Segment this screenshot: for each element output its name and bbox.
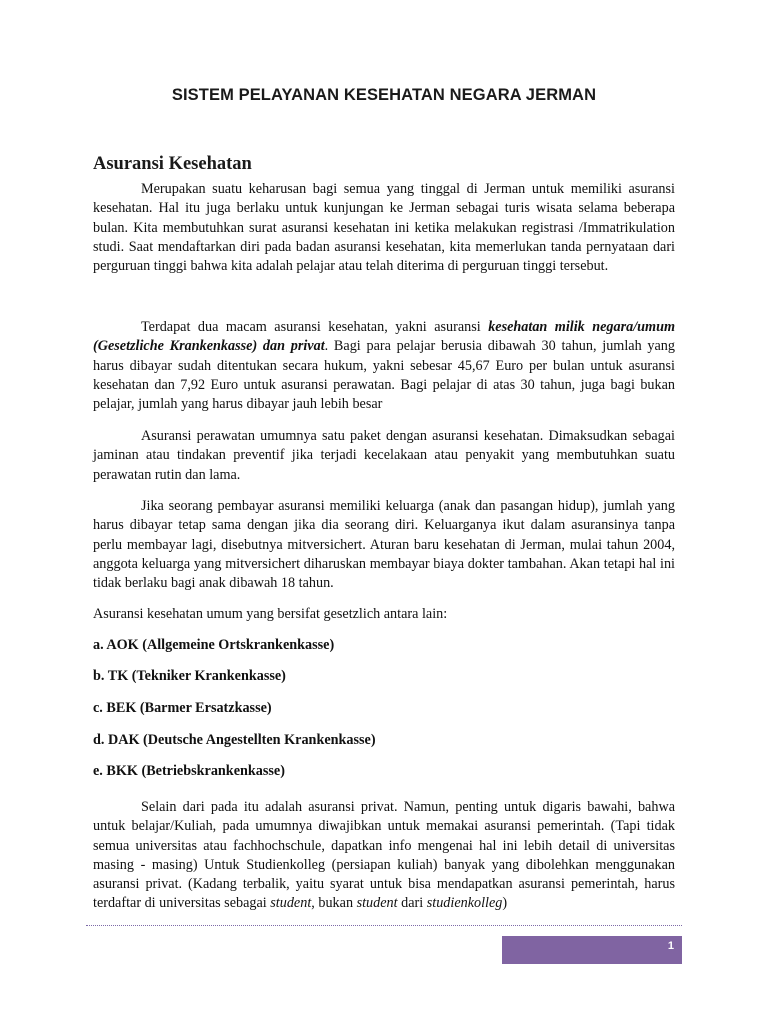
paragraph-2 bbox=[93, 318, 675, 414]
paragraph-3-container bbox=[93, 427, 675, 485]
paragraph-5-container bbox=[93, 798, 675, 914]
paragraph-3: Asuransi perawatan umumnya satu paket dengan asuransi kesehatan. Dimaksudkan sebagai jaminan atau tindakan preventif jika terjadi kecelakaan atau penyakit yang membutuhkan suatu perawatan rutin dan lama. bbox=[93, 428, 675, 483]
paragraph-5-italic-student-2: student bbox=[356, 895, 398, 912]
paragraph-5-end: ) bbox=[502, 895, 508, 912]
paragraph-4: Jika seorang pembayar asuransi memiliki keluarga (anak dan pasangan hidup), jumlah yang harus dibayar tetap sama dengan jika dia seorang diri. Keluarganya ikut dalam asuransinya tanpa perlu membayar lagi, disebutnya mitversichert. Aturan baru kesehatan di Jerman, mulai tahun 2004, anggota keluarga yang mitversichert diharuskan membayar biaya dokter tambahan. Akan tetapi hal ini tidak berlaku bagi anak dibawah 18 tahun. bbox=[93, 498, 675, 592]
page-number: 1 bbox=[667, 940, 674, 952]
list-item: b. TK (Tekniker Krankenkasse) bbox=[93, 668, 286, 684]
paragraph-5-mid: , bukan bbox=[311, 895, 357, 912]
paragraph-2-rest: . Bagi para pelajar berusia dibawah 30 tahun, jumlah yang harus dibayar sudah ditentukan secara hukum, yakni sebesar 45,67 Euro per bulan untuk asuransi kesehatan dan 7,92 Euro untuk asuransi perawatan. Bagi pelajar di atas 30 tahun, juga bagi bukan pelajar, jumlah yang harus dibayar jauh lebih besar bbox=[93, 338, 675, 413]
paragraph-5-mid-2: dari bbox=[397, 895, 427, 912]
list-intro: Asuransi kesehatan umum yang bersifat gesetzlich antara lain: bbox=[93, 606, 448, 622]
paragraph-1-container bbox=[93, 180, 675, 276]
paragraph-2-container bbox=[93, 318, 675, 414]
paragraph-5-italic-student: student bbox=[270, 895, 312, 912]
paragraph-5-italic-studienkolleg: studienkolleg bbox=[426, 895, 503, 912]
list-item: c. BEK (Barmer Ersatzkasse) bbox=[93, 700, 272, 716]
paragraph-5 bbox=[93, 798, 675, 914]
list-item: e. BKK (Betriebskrankenkasse) bbox=[93, 763, 285, 779]
page-title: SISTEM PELAYANAN KESEHATAN NEGARA JERMAN bbox=[171, 86, 597, 104]
paragraph-1: Merupakan suatu keharusan bagi semua yang tinggal di Jerman untuk memiliki asuransi kesehatan. Hal itu juga berlaku untuk kunjungan ke Jerman sebagai turis wisata selama beberapa bulan. Kita membutuhkan surat asuransi kesehatan ini ketika melakukan registrasi /Immatrikulation studi. Saat mendaftarkan diri pada badan asuransi kesehatan, kita memerlukan tanda pernyataan dari perguruan tinggi bahwa kita adalah pelajar atau telah diterima di perguruan tinggi tersebut. bbox=[93, 181, 675, 275]
paragraph-2-lead: Terdapat dua macam asuransi kesehatan, yakni asuransi bbox=[141, 319, 489, 335]
footer-divider bbox=[86, 925, 682, 926]
list-item: d. DAK (Deutsche Angestellten Krankenkasse) bbox=[93, 732, 376, 748]
paragraph-5-text: Selain dari pada itu adalah asuransi privat. Namun, penting untuk digaris bawahi, bahwa untuk belajar/Kuliah, pada umumnya diwajibkan untuk memakai asuransi pemerintah. (Tapi tidak semua universitas atau fachhochschule, dapatkan info mengenai hal ini lebih detail di universitas masing - masing) Untuk Studienkolleg (persiapan kuliah) banyak yang dibolehkan menggunakan asuransi privat. (Kadang terbalik, yaitu syarat untuk bisa mendapatkan asuransi pemerintah, harus terdaftar di universitas sebagai bbox=[93, 799, 675, 912]
list-item: a. AOK (Allgemeine Ortskrankenkasse) bbox=[93, 637, 335, 653]
paragraph-2-emphasis: kesehatan milik negara/umum (Gesetzliche Krankenkasse) dan privat bbox=[93, 319, 675, 355]
paragraph-4-container bbox=[93, 497, 675, 593]
page-number-badge bbox=[502, 936, 682, 964]
section-heading: Asuransi Kesehatan bbox=[93, 154, 252, 174]
